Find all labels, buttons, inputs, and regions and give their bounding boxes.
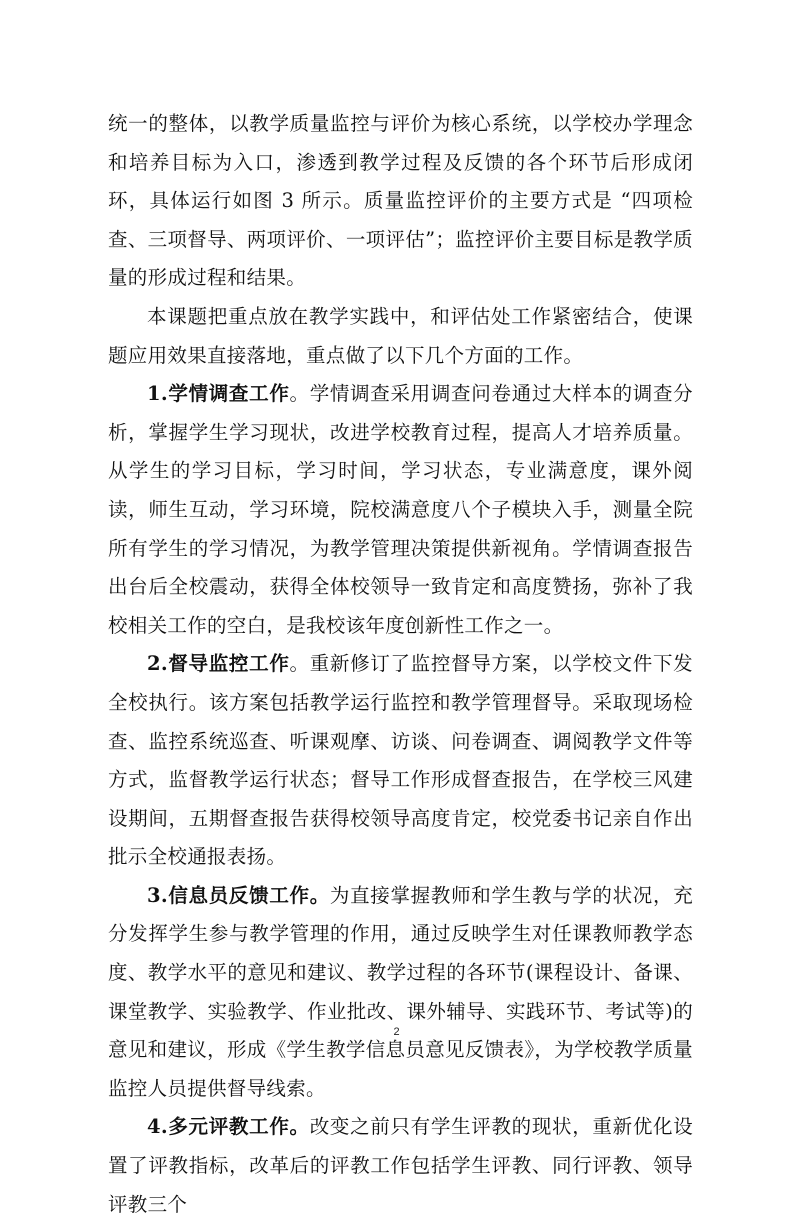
paragraph-text: 。学情调查采用调查问卷通过大样本的调查分析，掌握学生学习现状，改进学校教育过程，提高人才培养质量。从学生的学习目标，学习时间，学习状态，专业满意度，课外阅读，师生互动，学习环境，院校满意度八个子模块入手，测量全院所有学生的学习情况，为教学管理决策提供新视角。学情调查报告出台后全校震动，获得全体校领导一致肯定和高度赞扬，弥补了我校相关工作的空白，是我校该年度创新性工作之一。 [108, 382, 693, 637]
section-heading: 1.学情调查工作 [147, 382, 290, 406]
paragraph-student-survey [108, 375, 693, 645]
paragraph-text: 为直接掌握教师和学生教与学的状况，充分发挥学生参与教学管理的作用，通过反映学生对任课教师教学态度、教学水平的意见和建议、教学过程的各环节(课程设计、备课、课堂教学、实验教学、作业批改、课外辅导、实践环节、考试等)的意见和建议，形成《学生教学信息员意见反馈表》，为学校教学质量监控人员提供督导线索。 [108, 883, 693, 1100]
paragraph-supervision [108, 645, 693, 877]
section-heading: 4.多元评教工作。 [147, 1115, 310, 1139]
section-heading: 3.信息员反馈工作。 [147, 883, 330, 907]
paragraph-intro [108, 298, 693, 375]
document-body [108, 105, 693, 1224]
paragraph-continuation [108, 105, 693, 298]
paragraph-text: 改变之前只有学生评教的现状，重新优化设置了评教指标，改革后的评教工作包括学生评教、同行评教、领导评教三个 [108, 1115, 694, 1216]
page-number: 2 [393, 1026, 400, 1038]
paragraph-informant-feedback [108, 877, 693, 1109]
paragraph-teaching-evaluation [108, 1108, 693, 1224]
section-heading: 2.督导监控工作 [147, 652, 290, 676]
paragraph-text: 统一的整体，以教学质量监控与评价为核心系统，以学校办学理念和培养目标为入口，渗透到教学过程及反馈的各个环节后形成闭环，具体运行如图 3 所示。质量监控评价的主要方式是 “四项检查、三项督导、两项评价、一项评估”；监控评价主要目标是教学质量的形成过程和结果。 [108, 112, 693, 290]
paragraph-text: 。重新修订了监控督导方案，以学校文件下发全校执行。该方案包括教学运行监控和教学管理督导。采取现场检查、监控系统巡查、听课观摩、访谈、问卷调查、调阅教学文件等方式，监督教学运行状态；督导工作形成督查报告，在学校三风建设期间，五期督查报告获得校领导高度肯定，校党委书记亲自作出批示全校通报表扬。 [108, 652, 693, 869]
paragraph-text: 本课题把重点放在教学实践中，和评估处工作紧密结合，使课题应用效果直接落地，重点做了以下几个方面的工作。 [108, 304, 693, 367]
